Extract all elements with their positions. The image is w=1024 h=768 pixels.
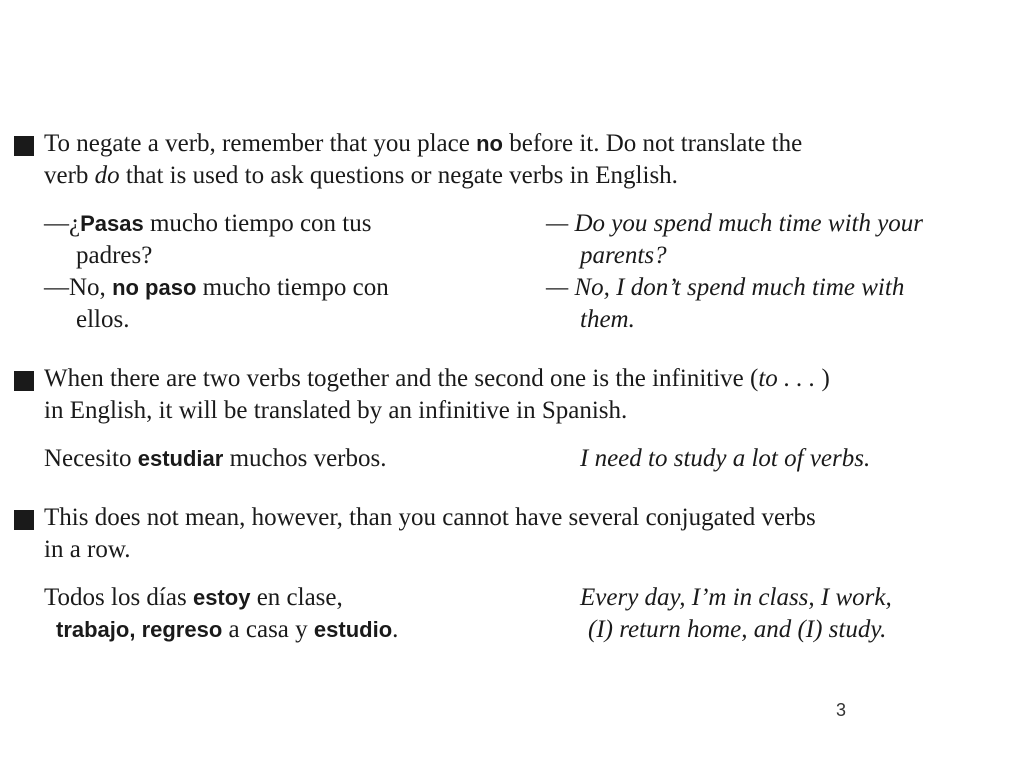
example-1-en-line-3: — No, I don’t spend much time with	[546, 274, 905, 301]
example-2-en: I need to study a lot of verbs.	[580, 445, 871, 472]
example-1-es-line-2: padres?	[76, 242, 153, 269]
example-1-es-line-1: —¿Pasas mucho tiempo con tus	[44, 210, 372, 237]
bullet-2-square-icon	[14, 371, 34, 391]
example-1-en-line-2: parents?	[580, 242, 667, 269]
rule-1-line-1: To negate a verb, remember that you place no before it. Do not translate the	[44, 130, 803, 157]
example-3-en-line-1: Every day, I’m in class, I work,	[580, 584, 892, 611]
rule-1-line-2: verb do that is used to ask questions or negate verbs in English.	[44, 162, 678, 189]
page-number: 3	[836, 700, 847, 720]
rule-2-text	[44, 363, 984, 427]
example-2-es: Necesito estudiar muchos verbos.	[44, 445, 387, 472]
bullet-3-square-icon	[14, 510, 34, 530]
rule-3-line-1: This does not mean, however, than you cannot have several conjugated verbs	[44, 504, 816, 531]
rule-3-text	[44, 502, 984, 566]
rule-2-line-1: When there are two verbs together and the second one is the infinitive (to . . . )	[44, 365, 830, 392]
rule-2-line-2: in English, it will be translated by an infinitive in Spanish.	[44, 397, 628, 424]
example-3-es-line-1: Todos los días estoy en clase,	[44, 584, 343, 611]
example-1-en-line-4: them.	[580, 306, 635, 333]
rule-3-line-2: in a row.	[44, 536, 131, 563]
example-1-es-line-4: ellos.	[76, 306, 130, 333]
example-3-es-line-2: trabajo, regreso a casa y estudio.	[56, 616, 399, 643]
example-1-en-line-1: — Do you spend much time with your	[546, 210, 924, 237]
bullet-1-square-icon	[14, 136, 34, 156]
rule-1-text	[44, 128, 984, 192]
example-3-en-line-2: (I) return home, and (I) study.	[588, 616, 887, 643]
example-1-es-line-3: —No, no paso mucho tiempo con	[44, 274, 389, 301]
